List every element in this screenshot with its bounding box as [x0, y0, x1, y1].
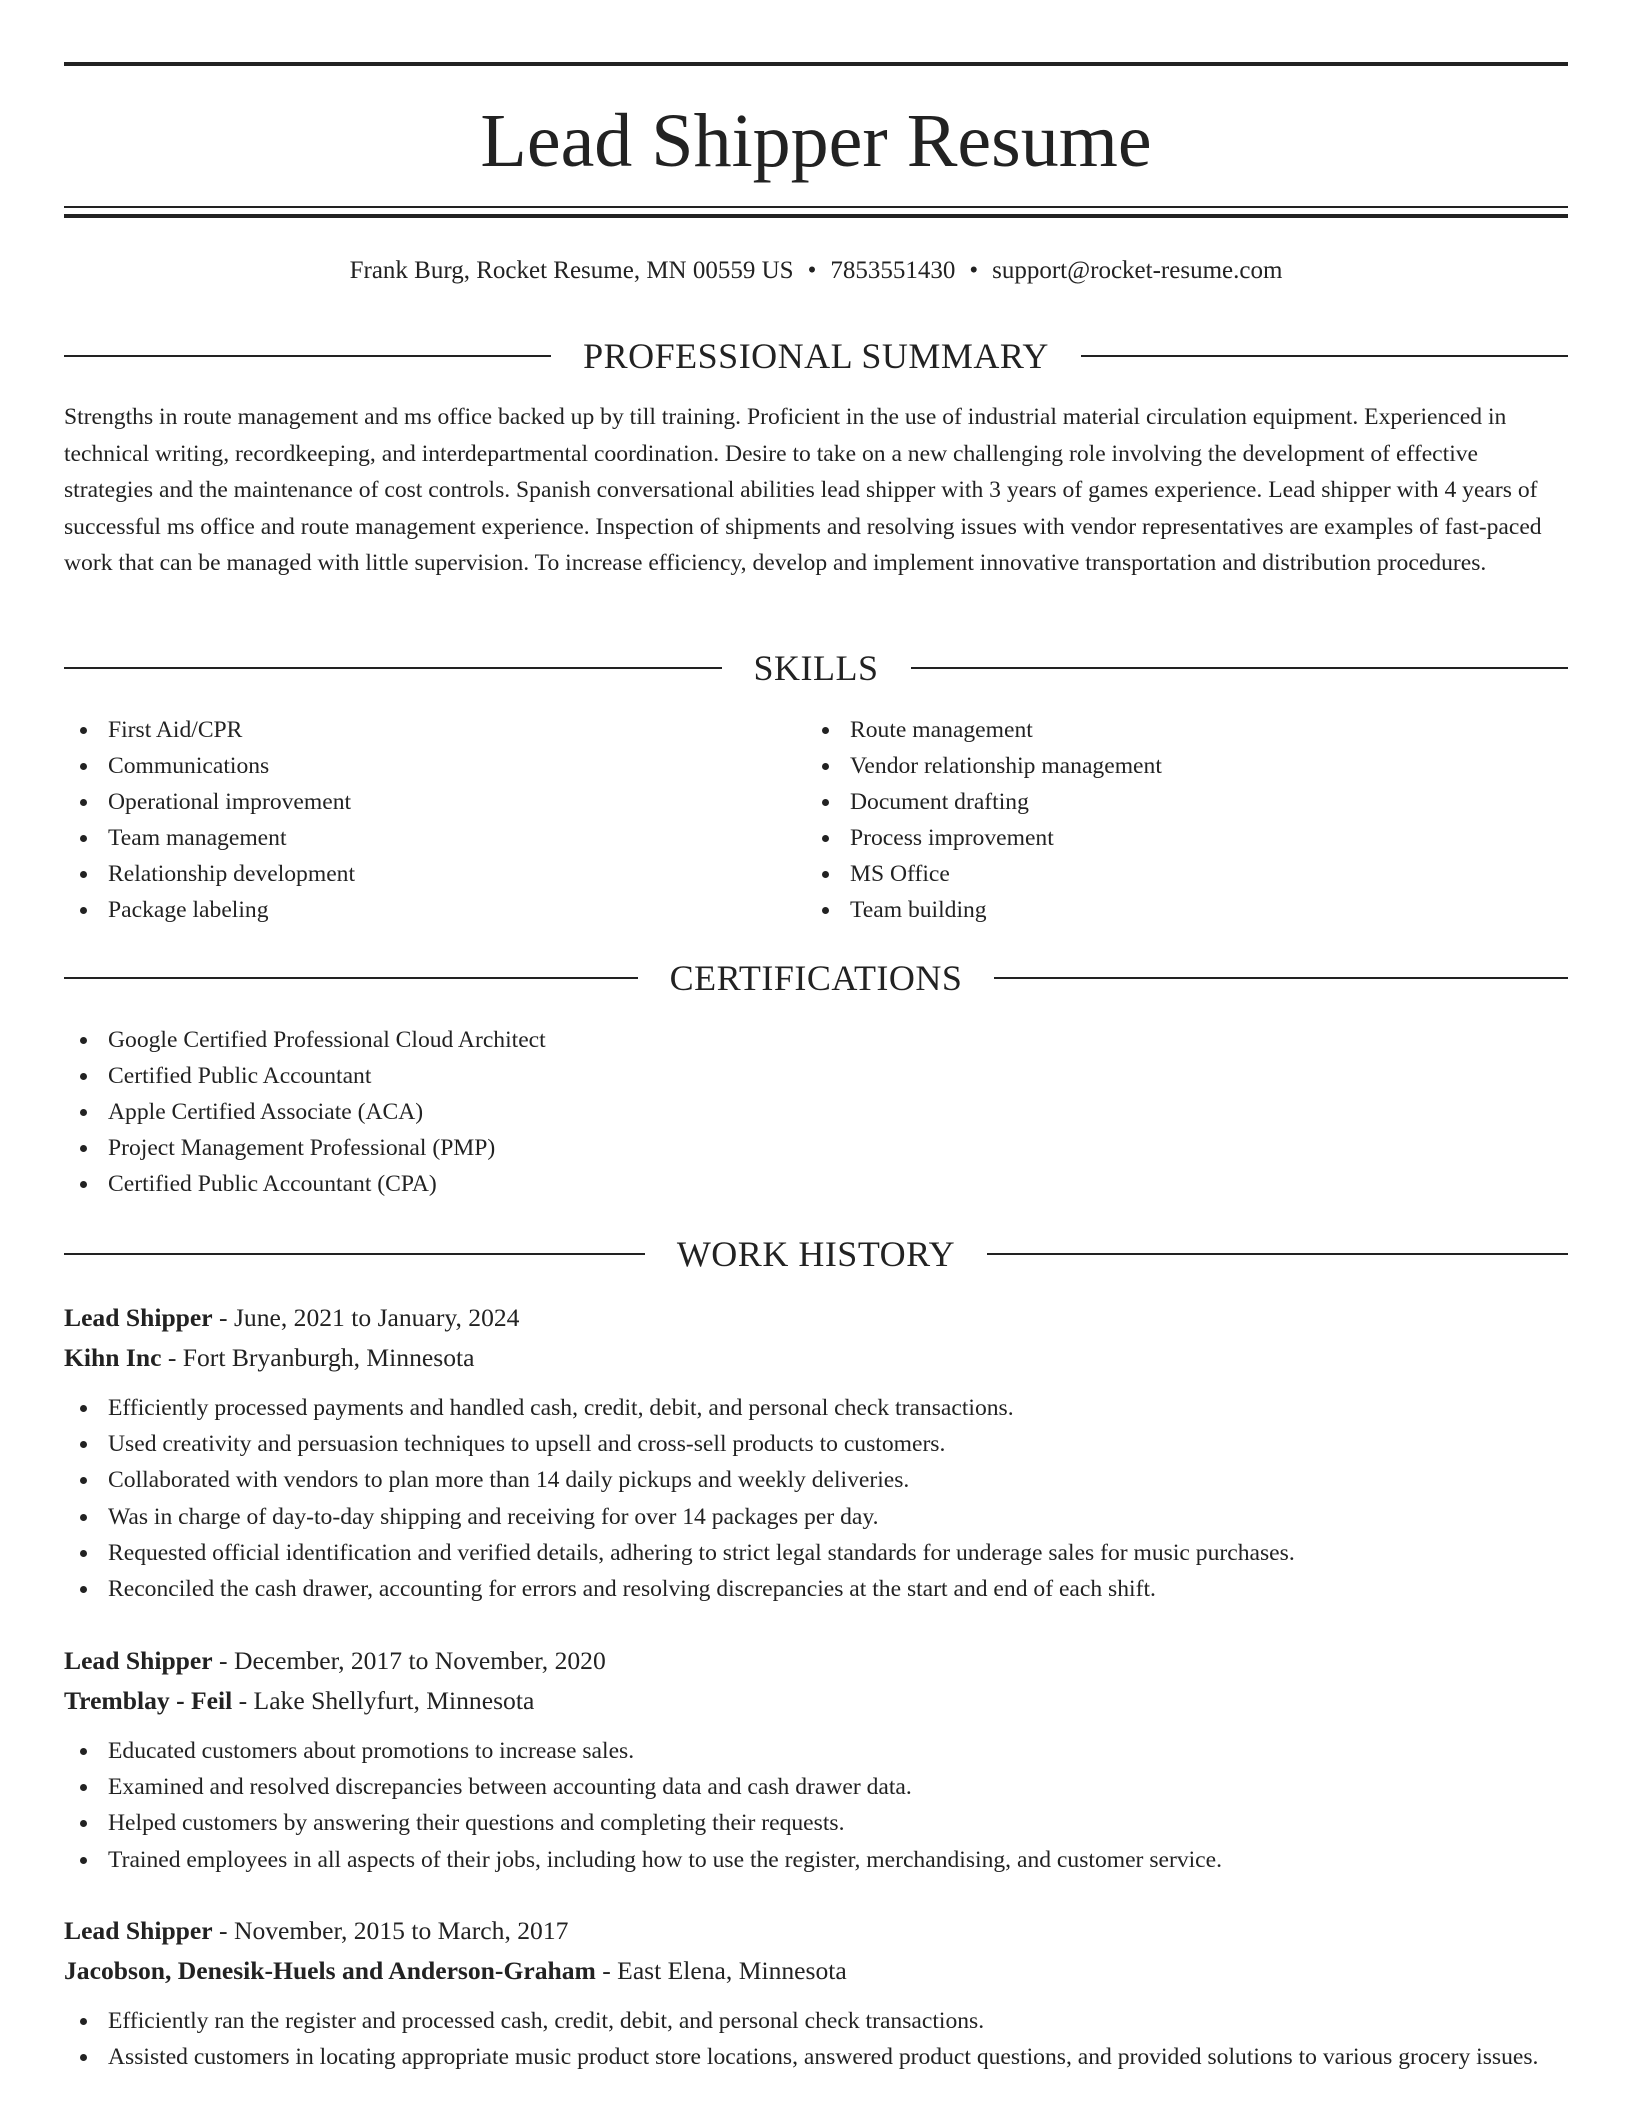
- skill-item: Vendor relationship management: [806, 748, 1566, 784]
- job-location: - Fort Bryanburgh, Minnesota: [161, 1343, 475, 1372]
- job-duty: Helped customers by answering their questions and completing their requests.: [64, 1805, 1568, 1841]
- job-dates: - June, 2021 to January, 2024: [212, 1303, 520, 1332]
- job-duty: Trained employees in all aspects of their jobs, including how to use the register, merchandising, and customer service.: [64, 1842, 1568, 1878]
- job-company: Tremblay - Feil: [64, 1686, 233, 1715]
- heading-rule: [1081, 355, 1568, 357]
- job-duty: Requested official identification and verified details, adhering to strict legal standards for underage sales for music purchases.: [64, 1535, 1568, 1571]
- job-entry: [64, 1641, 1568, 1878]
- section-title: WORK HISTORY: [676, 1234, 956, 1274]
- job-company-line: [64, 1951, 1568, 1991]
- job-company-line: [64, 1338, 1568, 1378]
- skill-item: Package labeling: [64, 892, 764, 928]
- job-entry: [64, 1911, 1568, 2075]
- skill-item: Communications: [64, 748, 764, 784]
- contact-separator: •: [969, 257, 979, 284]
- job-duty: Efficiently ran the register and processed cash, credit, debit, and personal check transactions.: [64, 2003, 1568, 2039]
- section-title: CERTIFICATIONS: [669, 958, 963, 998]
- job-duty: Examined and resolved discrepancies between accounting data and cash drawer data.: [64, 1769, 1568, 1805]
- certification-item: Apple Certified Associate (ACA): [64, 1094, 1568, 1130]
- section-heading-skills: [64, 646, 1568, 690]
- job-dates: - December, 2017 to November, 2020: [212, 1646, 606, 1675]
- job-duty: Efficiently processed payments and handled cash, credit, debit, and personal check transactions.: [64, 1390, 1568, 1426]
- job-title-line: [64, 1641, 1568, 1681]
- job-duty: Was in charge of day-to-day shipping and receiving for over 14 packages per day.: [64, 1499, 1568, 1535]
- heading-rule: [64, 1253, 645, 1255]
- skill-item: Team management: [64, 820, 764, 856]
- job-title: Lead Shipper: [64, 1646, 213, 1675]
- contact-address: Frank Burg, Rocket Resume, MN 00559 US: [349, 257, 794, 284]
- heading-rule: [64, 977, 638, 979]
- job-dates: - November, 2015 to March, 2017: [212, 1916, 569, 1945]
- job-duties-list: [64, 2003, 1568, 2075]
- job-title-line: [64, 1298, 1568, 1338]
- certification-item: Certified Public Accountant (CPA): [64, 1166, 1568, 1202]
- job-title-line: [64, 1911, 1568, 1951]
- job-title: Lead Shipper: [64, 1303, 213, 1332]
- skills-list-left: [64, 712, 764, 928]
- header-top-rule: [64, 62, 1568, 66]
- skill-item: First Aid/CPR: [64, 712, 764, 748]
- header-rule-lower: [64, 214, 1568, 218]
- contact-line: [64, 254, 1568, 288]
- certification-item: Certified Public Accountant: [64, 1058, 1568, 1094]
- job-company: Kihn Inc: [64, 1343, 162, 1372]
- skill-item: Relationship development: [64, 856, 764, 892]
- page-title: Lead Shipper Resume: [480, 99, 1152, 183]
- header-rule-upper: [64, 206, 1568, 208]
- skill-item: Process improvement: [806, 820, 1566, 856]
- heading-rule: [64, 667, 722, 669]
- section-heading-work-history: [64, 1232, 1568, 1276]
- skill-item: Route management: [806, 712, 1566, 748]
- contact-separator: •: [807, 257, 817, 284]
- job-location: - East Elena, Minnesota: [595, 1956, 847, 1985]
- certification-item: Project Management Professional (PMP): [64, 1130, 1568, 1166]
- heading-rule: [994, 977, 1568, 979]
- job-duty: Educated customers about promotions to increase sales.: [64, 1733, 1568, 1769]
- certifications-list: [64, 1022, 1568, 1202]
- skill-item: Operational improvement: [64, 784, 764, 820]
- job-duties-list: [64, 1390, 1568, 1607]
- skill-item: MS Office: [806, 856, 1566, 892]
- job-duty: Used creativity and persuasion techniques to upsell and cross-sell products to customers.: [64, 1426, 1568, 1462]
- section-heading-summary: [64, 334, 1568, 378]
- section-title: SKILLS: [753, 648, 879, 688]
- job-company-line: [64, 1681, 1568, 1721]
- job-duty: Collaborated with vendors to plan more than 14 daily pickups and weekly deliveries.: [64, 1462, 1568, 1498]
- job-location: - Lake Shellyfurt, Minnesota: [232, 1686, 535, 1715]
- skills-list-right: [806, 712, 1566, 928]
- job-duties-list: [64, 1733, 1568, 1878]
- heading-rule: [987, 1253, 1568, 1255]
- section-heading-certifications: [64, 956, 1568, 1000]
- job-duty: Reconciled the cash drawer, accounting for errors and resolving discrepancies at the start and end of each shift.: [64, 1571, 1568, 1607]
- contact-email: support@rocket-resume.com: [992, 257, 1283, 284]
- job-duty: Assisted customers in locating appropriate music product store locations, answered product questions, and provided solutions to various grocery issues.: [64, 2039, 1568, 2075]
- section-title: PROFESSIONAL SUMMARY: [583, 336, 1049, 376]
- heading-rule: [911, 667, 1569, 669]
- heading-rule: [64, 355, 551, 357]
- job-title: Lead Shipper: [64, 1916, 213, 1945]
- summary-text: Strengths in route management and ms office backed up by till training. Proficient in the use of industrial material circulation equipment. Experienced in technical writing, recordkeeping, and interdepartmental coordination. Desire to take on a new challenging role involving the development of effective strategies and the maintenance of cost controls. Spanish conversational abilities lead shipper with 3 years of games experience. Lead shipper with 4 years of successful ms office and route management experience. Inspection of shipments and resolving issues with vendor representatives are examples of fast-paced work that can be managed with little supervision. To increase efficiency, develop and implement innovative transportation and distribution procedures.: [64, 404, 1542, 577]
- skill-item: Document drafting: [806, 784, 1566, 820]
- job-company: Jacobson, Denesik-Huels and Anderson-Graham: [64, 1956, 596, 1985]
- job-entry: [64, 1298, 1568, 1607]
- certification-item: Google Certified Professional Cloud Architect: [64, 1022, 1568, 1058]
- skill-item: Team building: [806, 892, 1566, 928]
- contact-phone: 7853551430: [830, 257, 956, 284]
